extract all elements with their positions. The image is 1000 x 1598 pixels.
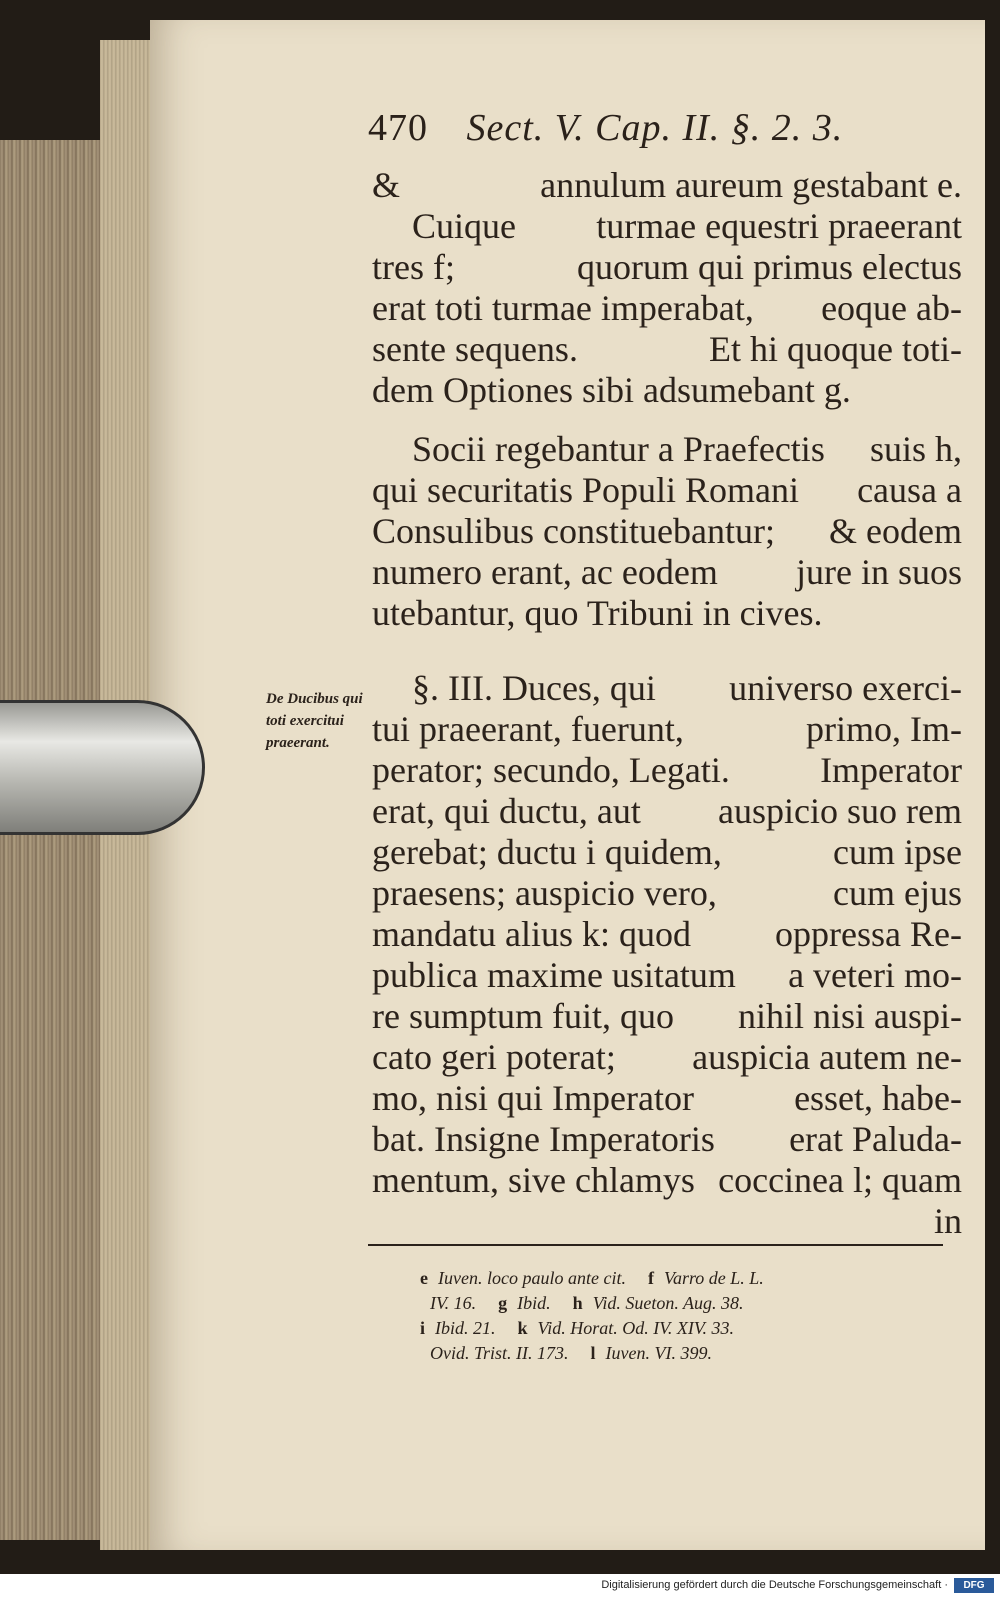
- footnote-line: [420, 1266, 960, 1291]
- text-line-right: auspicia autem ne-: [692, 1037, 962, 1077]
- text-line: [372, 1119, 962, 1160]
- text-line: [372, 429, 962, 470]
- footnote-line: [420, 1341, 960, 1366]
- text-line: [372, 1160, 962, 1201]
- text-line-right: oppressa Re-: [775, 914, 962, 954]
- text-line: [372, 873, 962, 914]
- text-line: [372, 552, 962, 593]
- text-line-right: primo, Im-: [806, 709, 962, 749]
- footnote-marker: e: [420, 1268, 428, 1288]
- text-line-right: universo exerci-: [729, 668, 962, 708]
- text-line-left: mandatu alius k: quod: [372, 914, 691, 954]
- footnote-text: Ibid. 21.: [435, 1318, 496, 1338]
- text-line: [372, 470, 962, 511]
- text-line-left: re sumptum fuit, quo: [372, 996, 674, 1036]
- text-line: [372, 791, 962, 832]
- text-line: [372, 668, 962, 709]
- text-line-left: sente sequens.: [372, 329, 578, 369]
- text-line: [372, 1037, 962, 1078]
- text-line-left: gerebat; ductu i quidem,: [372, 832, 722, 872]
- footnote-marker: l: [590, 1343, 596, 1363]
- text-line: [372, 288, 962, 329]
- text-line: [372, 1078, 962, 1119]
- text-line-left: erat, qui ductu, aut: [372, 791, 641, 831]
- text-line-left: mentum, sive chlamys: [372, 1160, 695, 1200]
- text-line: [372, 750, 962, 791]
- footnote-marker: i: [420, 1318, 426, 1338]
- text-line: [372, 996, 962, 1037]
- text-line-right: annulum aureum gestabant e.: [540, 165, 962, 205]
- footnote-text: Iuven. VI. 399.: [605, 1343, 712, 1363]
- text-line-left: &: [372, 165, 401, 205]
- digitization-credit: Digitalisierung gefördert durch die Deutsche Forschungsgemeinschaft ·: [601, 1579, 948, 1591]
- text-line-right: & eodem: [829, 511, 962, 551]
- text-line-right: erat Paluda-: [789, 1119, 962, 1159]
- text-line-left: perator; secundo, Legati.: [372, 750, 730, 790]
- text-line-right: coccinea l; quam: [718, 1160, 962, 1200]
- footnote-marker: h: [572, 1293, 583, 1313]
- text-line-right: Imperator: [820, 750, 962, 790]
- footnote-marker: f: [647, 1268, 654, 1288]
- text-line-right: eoque ab-: [821, 288, 962, 328]
- text-line-left: tres f;: [372, 247, 455, 287]
- footnote-text: Varro de L. L.: [663, 1268, 764, 1288]
- text-line-right: suis h,: [869, 429, 962, 469]
- text-line: [372, 955, 962, 996]
- text-line-left: publica maxime usitatum: [372, 955, 736, 995]
- section-reference: Sect. V. Cap. II. §. 2. 3.: [466, 107, 844, 149]
- text-line: [372, 593, 962, 634]
- text-line-right: cum ipse: [833, 832, 962, 872]
- text-line-left: Consulibus constituebantur;: [372, 511, 775, 551]
- text-line: [372, 370, 962, 411]
- text-line-left: erat toti turmae imperabat,: [372, 288, 754, 328]
- footnote-line: [420, 1291, 960, 1316]
- footnote-marker: g: [498, 1293, 508, 1313]
- footnotes: [420, 1266, 960, 1366]
- text-line-left: qui securitatis Populi Romani: [372, 470, 799, 510]
- text-line: [372, 511, 962, 552]
- text-line-right: nihil nisi auspi-: [738, 996, 962, 1036]
- text-line: [372, 709, 962, 750]
- text-line: [372, 1201, 962, 1242]
- text-line-right: auspicio suo rem: [718, 791, 962, 831]
- text-line-left: praesens; auspicio vero,: [372, 873, 717, 913]
- text-line: [372, 832, 962, 873]
- text-line-right: Et hi quoque toti-: [709, 329, 962, 369]
- text-line-right: a veteri mo-: [788, 955, 962, 995]
- text-line: [372, 206, 962, 247]
- text-line-right: esset, habe-: [794, 1078, 962, 1118]
- text-line: [372, 247, 962, 288]
- main-text: [372, 165, 962, 1242]
- text-line-left: Socii regebantur a Praefectis: [412, 429, 825, 469]
- footnote-marker: k: [517, 1318, 528, 1338]
- margin-note: De Ducibus qui toti exercitui praeerant.: [266, 691, 363, 751]
- text-line-right: turmae equestri praeerant: [596, 206, 962, 246]
- text-line-left: cato geri poterat;: [372, 1037, 616, 1077]
- text-line-left: numero erant, ac eodem: [372, 552, 718, 592]
- footnote-text: Ibid.: [517, 1293, 551, 1313]
- text-line: [372, 914, 962, 955]
- footnote-text: Vid. Sueton. Aug. 38.: [592, 1293, 744, 1313]
- footnote-text: Vid. Horat. Od. IV. XIV. 33.: [537, 1318, 735, 1338]
- text-line-left: bat. Insigne Imperatoris: [372, 1119, 715, 1159]
- text-line-right: jure in suos: [796, 552, 962, 592]
- page-clip: [0, 700, 205, 835]
- text-line-left: utebantur, quo Tribuni in cives.: [372, 593, 823, 633]
- text-line: [372, 165, 962, 206]
- text-line-right: quorum qui primus electus: [577, 247, 962, 287]
- text-line-right: in: [933, 1201, 962, 1241]
- text-line-left: §. III. Duces, qui: [412, 668, 656, 708]
- footnote-text: Ovid. Trist. II. 173.: [430, 1343, 569, 1363]
- text-line: [372, 329, 962, 370]
- page-number: 470: [368, 107, 428, 149]
- footnote-text: IV. 16.: [430, 1293, 477, 1313]
- text-line-left: mo, nisi qui Imperator: [372, 1078, 694, 1118]
- footnote-text: Iuven. loco paulo ante cit.: [438, 1268, 626, 1288]
- text-line-left: dem Optiones sibi adsumebant g.: [372, 370, 851, 410]
- footnote-line: [420, 1316, 960, 1341]
- running-header: [368, 106, 843, 150]
- text-line-left: Cuique: [412, 206, 516, 246]
- text-line-left: tui praeerant, fuerunt,: [372, 709, 684, 749]
- footnote-rule: [368, 1244, 943, 1246]
- dfg-logo: DFG: [954, 1578, 994, 1593]
- text-line-right: causa a: [857, 470, 962, 510]
- text-line-right: cum ejus: [833, 873, 962, 913]
